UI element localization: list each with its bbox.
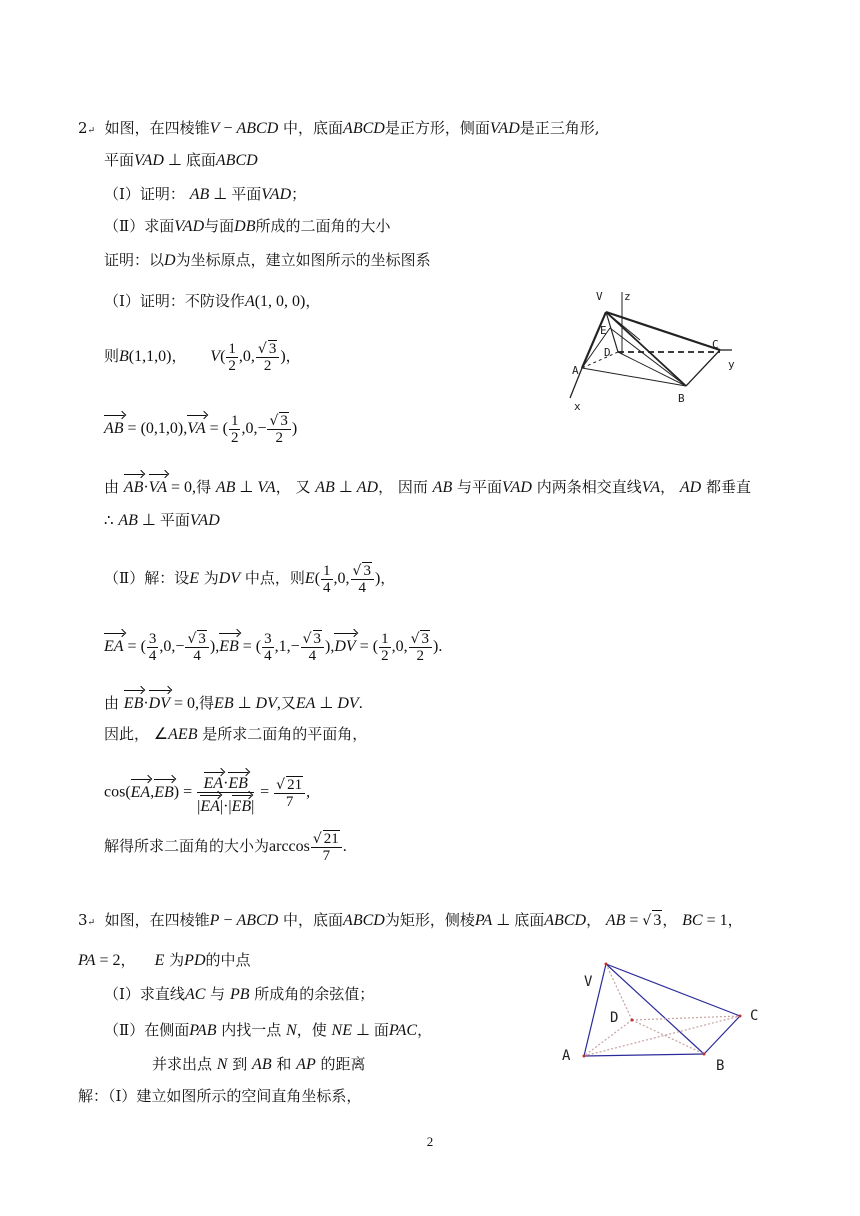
label-a: A (572, 364, 579, 377)
problem-3-solution (78, 1086, 361, 1106)
label-x: x (574, 400, 581, 413)
text: 和 (276, 1055, 292, 1073)
label-b: B (678, 392, 685, 405)
label-a: A (562, 1048, 571, 1064)
text: 中，底面 (283, 119, 344, 137)
label-c: C (750, 1008, 759, 1024)
text: （Ⅰ）求直线 (104, 985, 185, 1003)
text: 解：（Ⅰ）建立如图所示的空间直角坐标系， (78, 1087, 362, 1105)
text: 解得所求二面角的大小为 (104, 837, 270, 855)
problem-2-statement: 2↵ 如图，在四棱锥V − ABCD 中，底面ABCD是正方形，侧面VAD是正三角形, (78, 119, 600, 137)
page-number: 2 (426, 1134, 434, 1149)
proof-part1: （Ⅰ）证明：不防设作A(1, 0, 0)， (104, 292, 321, 310)
problem-3-line2: PA = 2， E 为PD的中点 (78, 951, 251, 969)
proof-part2: （Ⅱ）解：设E 为DV 中点，则E( $\frac{1}{4}$ ,0, $\frac{√ 3}{4}$ )， (104, 562, 396, 596)
text: 如图，在四棱锥 (104, 911, 210, 929)
text: 都垂直 (705, 478, 751, 496)
label-v: V (584, 974, 593, 990)
text: 得 (199, 694, 215, 712)
text: （Ⅱ）求面 (104, 217, 175, 235)
text: 是正方形，侧面 (384, 119, 490, 137)
text: 为 (203, 569, 219, 587)
text: 底面 (514, 911, 545, 929)
text: 底面 (185, 151, 216, 169)
label-z: z (624, 290, 631, 303)
text: 的距离 (320, 1055, 366, 1073)
problem-2-part1: （Ⅰ）证明： AB ⊥ 平面VAD； (104, 185, 307, 203)
text: 面 (373, 1021, 389, 1039)
text: （Ⅱ）解：设 (104, 569, 190, 587)
text: 因此， (104, 725, 150, 743)
label-d: D (610, 1010, 619, 1026)
label-y: y (728, 358, 735, 371)
text: 与面 (204, 217, 235, 235)
label-d: D (604, 346, 611, 359)
text: 证明：以 (104, 251, 165, 269)
text: 又 (280, 694, 296, 712)
figure-pyramid-2 (556, 956, 770, 1074)
text: 因而 (397, 478, 428, 496)
text: 则 (104, 347, 120, 365)
dot-product-line: 由 AB·VA = 0,得 AB ⊥ VA， 又 AB ⊥ AD， 因而 AB 与平面VAD 内两条相交直线VA， AD 都垂直 (104, 472, 751, 498)
label-b: B (716, 1058, 725, 1074)
text: （Ⅰ）证明： (104, 185, 185, 203)
dot-product-2: 由 EB·DV = 0,得EB ⊥ DV,又EA ⊥ DV. (104, 688, 363, 714)
coords-b-v: 则B(1,1,0)， V( $\frac{1}{2}$ ,0, $\frac{√ 3}{2}$ )， (104, 340, 301, 374)
conclusion-1: ∴ AB ⊥ 平面VAD (104, 511, 220, 529)
text: 为坐标原点，建立如图所示的坐标图系 (175, 251, 431, 269)
label-v: V (596, 290, 603, 303)
text: 与平面 (457, 478, 503, 496)
problem-3-statement: 3↵ 如图，在四棱锥P − ABCD 中，底面ABCD为矩形，侧棱PA ⊥ 底面ABCD， AB = √ 3， BC = 1， (78, 911, 743, 929)
text: 内找一点 (221, 1021, 282, 1039)
text: 中，底面 (283, 911, 344, 929)
problem-number: 2 (78, 119, 88, 137)
text: 得 (196, 478, 212, 496)
problem-number: 3 (78, 911, 88, 929)
text: 内两条相交直线 (536, 478, 642, 496)
text: 为矩形，侧棱 (384, 911, 475, 929)
text: 并求出点 (152, 1055, 213, 1073)
result-line: 解得所求二面角的大小为arccos $\frac{√ 21}{7}$ . (104, 831, 347, 864)
text: 的中点 (205, 951, 251, 969)
text: 所成角的余弦值； (254, 985, 375, 1003)
figure-pyramid-1 (560, 286, 740, 416)
text: 如图，在四棱锥 (104, 119, 210, 137)
vectors-ea-eb-dv: EA = ( $\frac{3}{4}$ ,0,− $\frac{√ 3}{4}$ ),EB = ( $\frac{3}{4}$ ,1,− $\frac{√ 3}{4}$ ),DV = ( $\frac{1}{2}$ ,0, $\frac{√ 3}{2}$ ). (104, 630, 443, 664)
problem-3-part2b: 并求出点 N 到 AB 和 AP 的距离 (152, 1055, 366, 1073)
proof-intro: 证明：以D为坐标原点，建立如图所示的坐标图系 (104, 251, 431, 269)
text: 中点，则 (244, 569, 305, 587)
text: 到 (232, 1055, 248, 1073)
cosine-formula: cos(EA,EB) = $\frac{EA\cdot EB}{|EA|\cdot|EB|}$ = $\frac{√ 21}{7}$ , (104, 770, 310, 815)
text: ∴ (104, 511, 114, 529)
text: 平面 (231, 185, 262, 203)
text: 是所求二面角的平面角， (202, 725, 368, 743)
problem-2-part2: （Ⅱ）求面VAD与面DB所成的二面角的大小 (104, 217, 391, 235)
text: 由 (104, 478, 120, 496)
label-e: E (600, 324, 607, 337)
text: （Ⅰ）证明：不防设作 (104, 292, 245, 310)
label-c: C (712, 338, 719, 351)
text: 为 (169, 951, 185, 969)
problem-2-line2: 平面VAD ⊥ 底面ABCD (104, 151, 258, 169)
problem-3-part1: （Ⅰ）求直线AC 与 PB 所成角的余弦值； (104, 985, 375, 1003)
text: 又 (295, 478, 311, 496)
angle-statement: 因此， ∠AEB 是所求二面角的平面角， (104, 725, 368, 743)
vectors-ab-va: AB = (0,1,0),VA = ( $\frac{1}{2}$ ,0,− $\frac{√ 3}{2}$ ) (104, 412, 298, 446)
text: ，使 (296, 1021, 327, 1039)
text: （Ⅱ）在侧面 (104, 1021, 190, 1039)
text: 是正三角形, (519, 119, 600, 137)
text: 与 (210, 985, 226, 1003)
arccos-label: arccos (269, 838, 310, 855)
text: 平面 (104, 151, 135, 169)
text: 由 (104, 694, 120, 712)
problem-3-part2: （Ⅱ）在侧面PAB 内找一点 N，使 NE ⊥ 面PAC， (104, 1021, 433, 1039)
text: 所成的二面角的大小 (255, 217, 391, 235)
